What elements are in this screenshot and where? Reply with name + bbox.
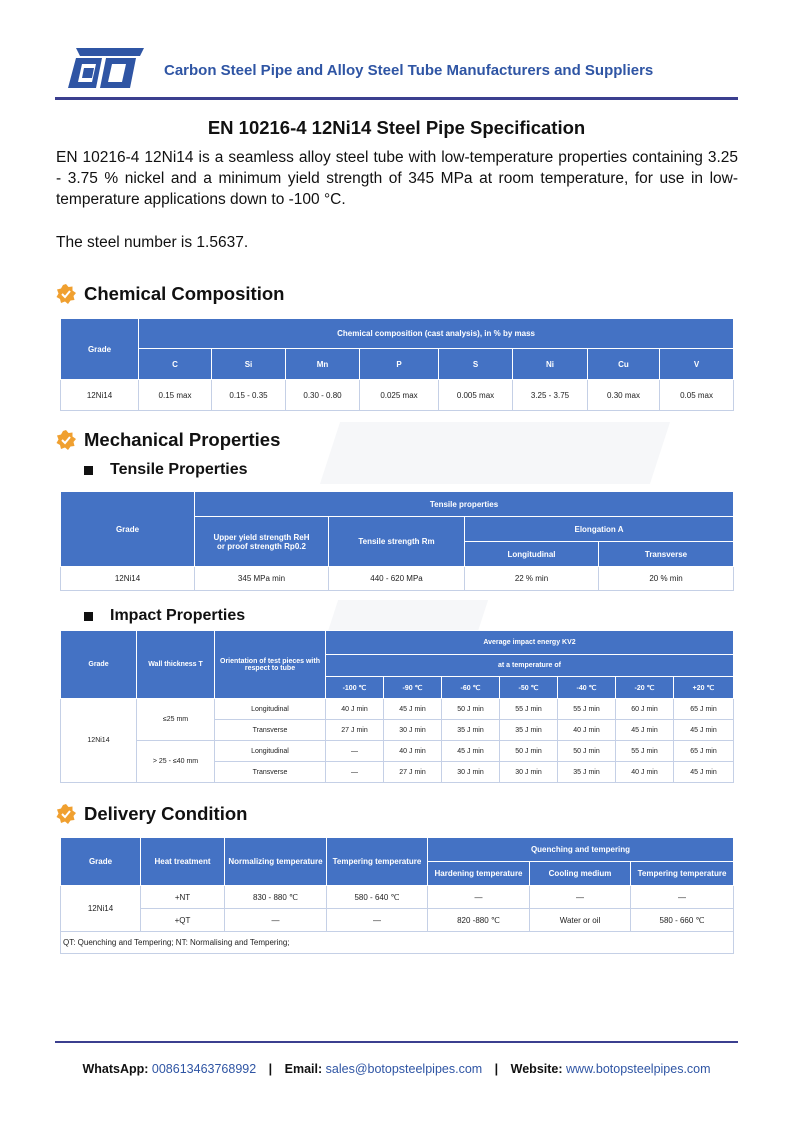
- section-title: Delivery Condition: [84, 803, 248, 824]
- table-row: [61, 380, 734, 411]
- value-cell: 20 % min: [599, 567, 734, 591]
- value-cell: 345 MPa min: [195, 567, 329, 591]
- square-bullet-icon: [84, 612, 93, 621]
- element-header: Ni: [513, 349, 588, 380]
- value-cell: 45 J min: [616, 720, 674, 741]
- website-label: Website:: [510, 1062, 563, 1076]
- section-title: Mechanical Properties: [84, 429, 281, 450]
- value-cell: —: [327, 909, 428, 932]
- website-link[interactable]: www.botopsteelpipes.com: [566, 1062, 711, 1076]
- hardening-temp-header: Hardening temperature: [428, 862, 530, 886]
- value-cell: 40 J min: [558, 720, 616, 741]
- company-logo-icon: [66, 42, 146, 92]
- temp-header: -20 ℃: [616, 677, 674, 699]
- temp-header: -90 ℃: [384, 677, 442, 699]
- section-heading-delivery: [56, 803, 247, 825]
- steel-number-text: The steel number is 1.5637.: [56, 234, 249, 251]
- value-cell: 50 J min: [558, 741, 616, 762]
- value-cell: 580 - 640 ℃: [327, 886, 428, 909]
- element-header: Si: [212, 349, 286, 380]
- element-header: Mn: [286, 349, 360, 380]
- intro-paragraph: EN 10216-4 12Ni14 is a seamless alloy steel tube with low-temperature properties containing 3.25 - 3.75 % nickel and a minimum yield strength of 345 MPa at room temperature, for use in low-temperature applications down to -100 °C.: [56, 149, 738, 208]
- grade-cell: 12Ni14: [61, 699, 137, 783]
- section-title: Chemical Composition: [84, 283, 285, 304]
- wall-thickness-header: Wall thickness T: [137, 631, 215, 699]
- value-cell: —: [631, 886, 734, 909]
- value-cell: +NT: [141, 886, 225, 909]
- element-header: Cu: [588, 349, 660, 380]
- temp-header: -100 ℃: [326, 677, 384, 699]
- value-cell: 60 J min: [616, 699, 674, 720]
- value-cell: 50 J min: [500, 741, 558, 762]
- impact-energy-header: Average impact energy KV2: [326, 631, 734, 655]
- orientation-cell: Transverse: [215, 762, 326, 783]
- subheading-impact: [84, 607, 245, 625]
- value-cell: —: [428, 886, 530, 909]
- tensile-strength-header: Tensile strength Rm: [329, 517, 465, 567]
- value-cell: 0.025 max: [360, 380, 439, 411]
- footer-separator: |: [494, 1062, 499, 1076]
- value-cell: 45 J min: [384, 699, 442, 720]
- value-cell: —: [225, 909, 327, 932]
- check-badge-icon: [56, 804, 76, 824]
- cooling-medium-header: Cooling medium: [530, 862, 631, 886]
- qt-tempering-temp-header: Tempering temperature: [631, 862, 734, 886]
- value-cell: 65 J min: [674, 699, 734, 720]
- transverse-header: Transverse: [599, 542, 734, 567]
- grade-cell: 12Ni14: [61, 380, 139, 411]
- section-heading-chemical: [56, 283, 284, 305]
- table-row: [61, 886, 734, 909]
- quenching-tempering-header: Quenching and tempering: [428, 838, 734, 862]
- value-cell: 0.30 max: [588, 380, 660, 411]
- footer-separator: |: [268, 1062, 273, 1076]
- value-cell: 65 J min: [674, 741, 734, 762]
- value-cell: 820 -880 ℃: [428, 909, 530, 932]
- value-cell: —: [326, 762, 384, 783]
- subheading-title: Impact Properties: [110, 607, 246, 624]
- value-cell: 55 J min: [616, 741, 674, 762]
- subheading-tensile: [84, 461, 248, 479]
- grade-header: Grade: [61, 319, 139, 380]
- temperature-group-header: at a temperature of: [326, 655, 734, 677]
- document-title: EN 10216-4 12Ni14 Steel Pipe Specification: [207, 117, 586, 138]
- value-cell: Water or oil: [530, 909, 631, 932]
- value-cell: 50 J min: [442, 699, 500, 720]
- value-cell: 440 - 620 MPa: [329, 567, 465, 591]
- value-cell: 45 J min: [674, 762, 734, 783]
- longitudinal-header: Longitudinal: [465, 542, 599, 567]
- normalizing-temp-header: Normalizing temperature: [225, 838, 327, 886]
- temp-header: +20 ℃: [674, 677, 734, 699]
- table-row: [61, 699, 734, 720]
- table-row: [61, 567, 734, 591]
- value-cell: 40 J min: [326, 699, 384, 720]
- value-cell: 35 J min: [442, 720, 500, 741]
- orientation-cell: Longitudinal: [215, 699, 326, 720]
- header-line: or proof strength Rp0.2: [217, 541, 306, 551]
- grade-cell: 12Ni14: [61, 567, 195, 591]
- yield-strength-header: [195, 517, 329, 567]
- grade-header: Grade: [61, 838, 141, 886]
- value-cell: 30 J min: [384, 720, 442, 741]
- whatsapp-label: WhatsApp:: [82, 1062, 149, 1076]
- value-cell: 30 J min: [442, 762, 500, 783]
- delivery-condition-table: [60, 837, 734, 954]
- page-header: [60, 38, 738, 100]
- check-badge-icon: [56, 430, 76, 450]
- check-badge-icon: [56, 284, 76, 304]
- header-title: Carbon Steel Pipe and Alloy Steel Tube Manufacturers and Suppliers: [164, 62, 654, 79]
- subheading-title: Tensile Properties: [110, 461, 248, 478]
- elongation-header: Elongation A: [465, 517, 734, 542]
- value-cell: 30 J min: [500, 762, 558, 783]
- element-header: S: [439, 349, 513, 380]
- value-cell: 3.25 - 3.75: [513, 380, 588, 411]
- value-cell: 0.05 max: [660, 380, 734, 411]
- value-cell: —: [530, 886, 631, 909]
- heat-treatment-header: Heat treatment: [141, 838, 225, 886]
- tempering-temp-header: Tempering temperature: [327, 838, 428, 886]
- value-cell: 55 J min: [558, 699, 616, 720]
- grade-header: Grade: [61, 631, 137, 699]
- value-cell: 35 J min: [558, 762, 616, 783]
- value-cell: 0.30 - 0.80: [286, 380, 360, 411]
- email-label: Email:: [284, 1062, 323, 1076]
- table-note-row: [61, 932, 734, 954]
- value-cell: 830 - 880 ℃: [225, 886, 327, 909]
- square-bullet-icon: [84, 466, 93, 475]
- value-cell: 0.15 - 0.35: [212, 380, 286, 411]
- value-cell: 22 % min: [465, 567, 599, 591]
- header-divider: [55, 97, 738, 100]
- composition-group-header: Chemical composition (cast analysis), in % by mass: [139, 319, 734, 349]
- value-cell: 40 J min: [384, 741, 442, 762]
- wall-cell: ≤25 mm: [137, 699, 215, 741]
- orientation-cell: Longitudinal: [215, 741, 326, 762]
- table-note: QT: Quenching and Tempering; NT: Normalising and Tempering;: [61, 932, 734, 954]
- value-cell: 27 J min: [384, 762, 442, 783]
- element-header: C: [139, 349, 212, 380]
- table-row: [61, 909, 734, 932]
- whatsapp-number[interactable]: 008613463768992: [151, 1062, 257, 1076]
- value-cell: 27 J min: [326, 720, 384, 741]
- header-line: Upper yield strength ReH: [213, 532, 310, 542]
- value-cell: 580 - 660 ℃: [631, 909, 734, 932]
- value-cell: 0.005 max: [439, 380, 513, 411]
- tensile-group-header: Tensile properties: [195, 492, 734, 517]
- value-cell: +QT: [141, 909, 225, 932]
- tensile-properties-table: [60, 491, 734, 591]
- orientation-cell: Transverse: [215, 720, 326, 741]
- temp-header: -60 ℃: [442, 677, 500, 699]
- value-cell: 45 J min: [674, 720, 734, 741]
- grade-header: Grade: [61, 492, 195, 567]
- table-row: [61, 741, 734, 762]
- chemical-composition-table: [60, 318, 734, 411]
- value-cell: 0.15 max: [139, 380, 212, 411]
- section-heading-mechanical: [56, 429, 280, 451]
- value-cell: 55 J min: [500, 699, 558, 720]
- temp-header: -40 ℃: [558, 677, 616, 699]
- value-cell: —: [326, 741, 384, 762]
- wall-cell: > 25 - ≤40 mm: [137, 741, 215, 783]
- impact-properties-table: [60, 630, 734, 783]
- value-cell: 35 J min: [500, 720, 558, 741]
- element-header: V: [660, 349, 734, 380]
- watermark-band: [320, 422, 670, 484]
- email-link[interactable]: sales@botopsteelpipes.com: [325, 1062, 483, 1076]
- grade-cell: 12Ni14: [61, 886, 141, 932]
- orientation-header: Orientation of test pieces with respect to tube: [215, 631, 326, 699]
- element-header: P: [360, 349, 439, 380]
- value-cell: 40 J min: [616, 762, 674, 783]
- page-footer: [0, 1062, 793, 1076]
- value-cell: 45 J min: [442, 741, 500, 762]
- footer-divider: [55, 1041, 738, 1043]
- temp-header: -50 ℃: [500, 677, 558, 699]
